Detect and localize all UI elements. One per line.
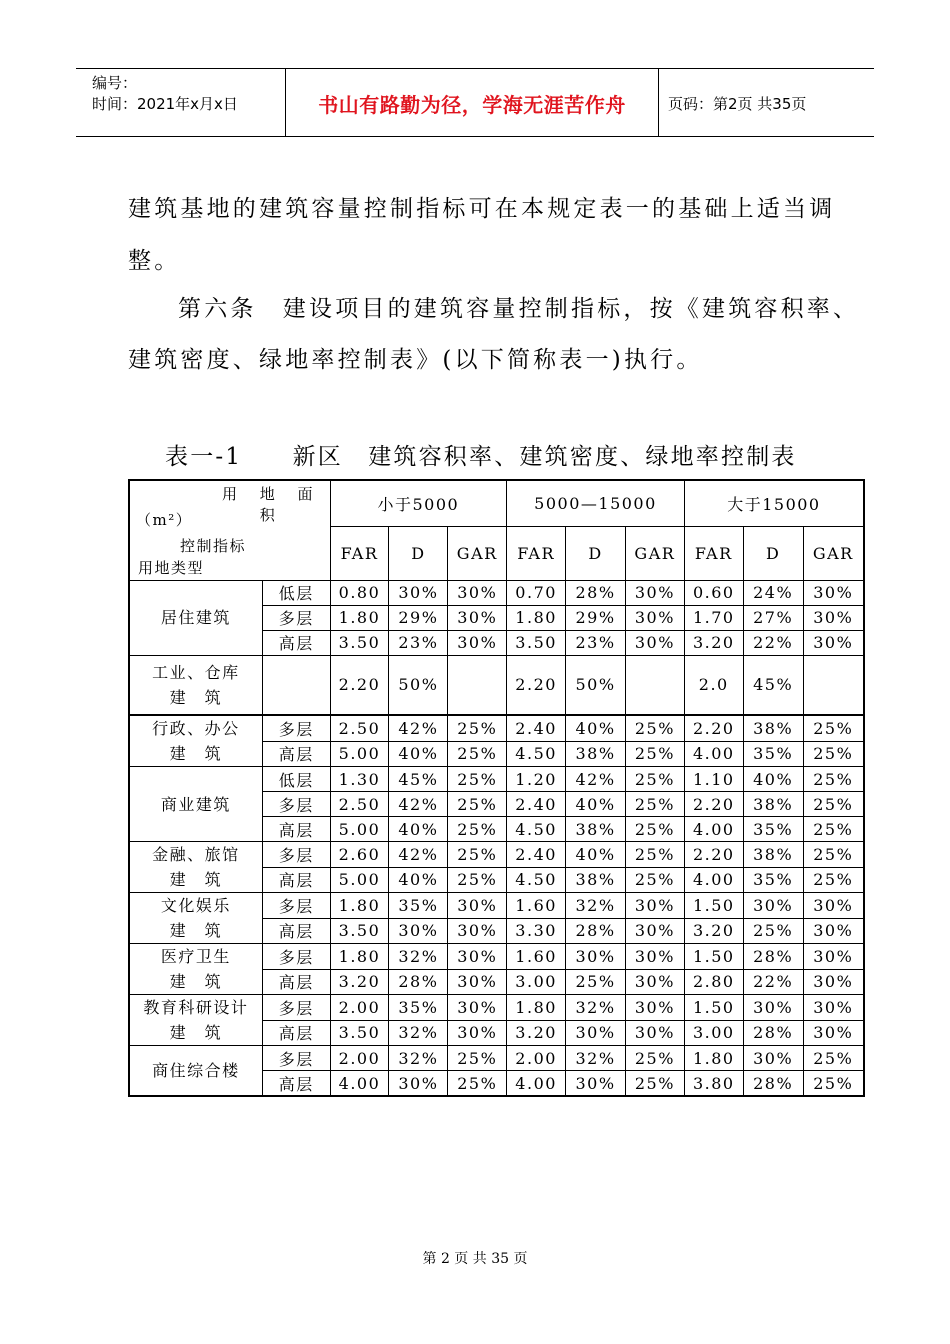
building-level-cell: 多层 [262,944,330,970]
value-cell: 2.60 [330,842,389,868]
building-level-cell: 低层 [262,580,330,605]
value-cell: 32% [389,1046,448,1071]
value-cell: 30% [625,630,684,655]
value-cell: 25% [803,767,864,792]
corner-type-label: 用地类型 [138,559,205,578]
value-cell: 25% [625,792,684,817]
body-paragraph-line: 建筑密度、绿地率控制表》(以下简称表一)执行。 [128,347,703,373]
value-cell: 30% [448,605,507,630]
building-level-cell: 低层 [262,767,330,792]
body-paragraph-line: 第六条 建设项目的建筑容量控制指标，按《建筑容积率、 [178,296,860,322]
value-cell: 25% [448,842,507,868]
value-cell: 38% [743,842,803,868]
value-cell: 40% [566,792,626,817]
building-level-cell: 高层 [262,918,330,944]
value-cell: 1.80 [330,605,389,630]
value-cell: 2.20 [330,655,389,715]
metric-header: GAR [448,526,507,580]
value-cell: 4.50 [507,741,566,767]
building-level-cell: 高层 [262,741,330,767]
value-cell: 1.60 [507,944,566,970]
value-cell: 42% [389,842,448,868]
table-caption: 表一-1 新区 建筑容积率、建筑密度、绿地率控制表 [165,444,797,470]
value-cell: 40% [566,715,626,741]
value-cell: 30% [448,580,507,605]
value-cell: 30% [389,918,448,944]
value-cell: 2.50 [330,792,389,817]
value-cell: 45% [743,655,803,715]
building-level-cell: 高层 [262,1020,330,1046]
value-cell: 3.50 [330,918,389,944]
value-cell: 38% [566,817,626,842]
value-cell: 2.20 [684,842,743,868]
value-cell: 4.00 [507,1071,566,1097]
value-cell: 2.40 [507,715,566,741]
header-number: 编号： [92,74,138,92]
area-group-header: 大于15000 [684,480,864,526]
value-cell: 28% [743,1071,803,1097]
value-cell: 32% [566,1046,626,1071]
value-cell: 38% [743,715,803,741]
value-cell: 30% [803,893,864,919]
value-cell: 30% [743,995,803,1021]
value-cell: 30% [625,580,684,605]
value-cell: 2.00 [507,1046,566,1071]
value-cell: 1.80 [330,893,389,919]
value-cell: 32% [566,995,626,1021]
value-cell: 38% [566,741,626,767]
value-cell: 30% [625,1020,684,1046]
value-cell: 23% [566,630,626,655]
page-footer: 第 2 页 共 35 页 [422,1251,528,1267]
value-cell: 25% [625,842,684,868]
value-cell: 25% [448,817,507,842]
building-level-cell: 多层 [262,893,330,919]
value-cell: 2.50 [330,715,389,741]
value-cell: 30% [625,944,684,970]
value-cell: 30% [743,1046,803,1071]
value-cell: 50% [389,655,448,715]
land-use-type-cell: 文化娱乐 建 筑 [129,893,262,944]
value-cell: 25% [448,1046,507,1071]
control-table [128,479,865,1097]
value-cell: 25% [625,1046,684,1071]
value-cell: 2.20 [684,715,743,741]
building-level-cell: 高层 [262,969,330,995]
building-level-cell: 高层 [262,630,330,655]
value-cell: 1.50 [684,944,743,970]
value-cell: 32% [389,944,448,970]
value-cell: 35% [389,893,448,919]
building-level-cell: 多层 [262,842,330,868]
header-meta [92,73,238,115]
value-cell: 40% [566,842,626,868]
header-page-number: 页码：第2页 共35页 [668,95,807,113]
value-cell: 1.50 [684,995,743,1021]
value-cell: 3.20 [330,969,389,995]
value-cell: 2.00 [330,1046,389,1071]
metric-header: D [566,526,626,580]
value-cell: 30% [803,580,864,605]
value-cell: 4.00 [684,867,743,893]
value-cell: 4.50 [507,867,566,893]
value-cell: 22% [743,630,803,655]
value-cell: 30% [448,630,507,655]
value-cell: 1.50 [684,893,743,919]
table-corner-cell [129,480,330,580]
area-group-header: 小于5000 [330,480,507,526]
value-cell: 40% [389,867,448,893]
metric-header: FAR [330,526,389,580]
value-cell: 30% [566,1071,626,1097]
table-row [129,944,864,970]
body-paragraph-line: 整。 [128,248,181,274]
value-cell: 35% [389,995,448,1021]
value-cell: 25% [448,792,507,817]
table-row [129,655,864,715]
land-use-type-cell: 金融、旅馆 建 筑 [129,842,262,893]
value-cell: 28% [743,944,803,970]
building-level-cell: 多层 [262,715,330,741]
table-row [129,715,864,741]
value-cell: 2.00 [330,995,389,1021]
value-cell: 28% [389,969,448,995]
building-level-cell: 高层 [262,817,330,842]
value-cell: 30% [389,580,448,605]
value-cell: 23% [389,630,448,655]
value-cell: 3.00 [507,969,566,995]
header-time: 时间：2021年x月x日 [92,95,238,113]
value-cell: 29% [389,605,448,630]
value-cell: 35% [743,867,803,893]
building-level-cell: 高层 [262,1071,330,1097]
value-cell: 32% [389,1020,448,1046]
value-cell: 1.60 [507,893,566,919]
value-cell: 2.20 [507,655,566,715]
value-cell: 25% [625,867,684,893]
value-cell: 42% [566,767,626,792]
value-cell: 30% [803,630,864,655]
value-cell: 32% [566,893,626,919]
value-cell: 28% [566,918,626,944]
value-cell: 25% [625,817,684,842]
value-cell: 1.80 [507,605,566,630]
value-cell: 25% [448,767,507,792]
value-cell: 30% [803,1020,864,1046]
value-cell: 2.20 [684,792,743,817]
building-level-cell: 多层 [262,1046,330,1071]
value-cell: 2.80 [684,969,743,995]
building-level-cell: 多层 [262,605,330,630]
value-cell: 25% [803,741,864,767]
land-use-type-cell: 医疗卫生 建 筑 [129,944,262,995]
value-cell: 1.80 [507,995,566,1021]
value-cell [625,655,684,715]
table-row [129,893,864,919]
land-use-type-cell: 居住建筑 [129,580,262,655]
land-use-type-cell: 行政、办公 建 筑 [129,715,262,767]
value-cell: 3.50 [507,630,566,655]
value-cell: 30% [448,944,507,970]
value-cell: 42% [389,792,448,817]
value-cell: 38% [566,867,626,893]
value-cell: 30% [803,969,864,995]
value-cell: 25% [625,715,684,741]
value-cell: 3.20 [507,1020,566,1046]
area-group-header: 5000—15000 [507,480,685,526]
value-cell: 25% [448,715,507,741]
value-cell: 50% [566,655,626,715]
value-cell: 40% [389,741,448,767]
value-cell: 30% [566,944,626,970]
value-cell: 29% [566,605,626,630]
value-cell: 25% [625,741,684,767]
value-cell: 0.80 [330,580,389,605]
value-cell: 3.20 [684,630,743,655]
value-cell: 25% [803,792,864,817]
value-cell: 30% [803,995,864,1021]
value-cell: 30% [803,944,864,970]
value-cell: 3.50 [330,1020,389,1046]
value-cell: 38% [743,792,803,817]
value-cell: 1.80 [330,944,389,970]
corner-unit-label: （m²） [136,511,193,530]
value-cell: 30% [625,893,684,919]
value-cell: 25% [803,1046,864,1071]
value-cell: 3.00 [684,1020,743,1046]
value-cell: 25% [448,1071,507,1097]
value-cell: 3.80 [684,1071,743,1097]
value-cell: 1.30 [330,767,389,792]
value-cell: 25% [566,969,626,995]
value-cell [448,655,507,715]
value-cell: 3.20 [684,918,743,944]
table-row [129,842,864,868]
metric-header: D [389,526,448,580]
building-level-cell: 多层 [262,995,330,1021]
body-paragraph-line: 建筑基地的建筑容量控制指标可在本规定表一的基础上适当调 [128,196,836,222]
value-cell: 25% [803,1071,864,1097]
value-cell: 40% [743,767,803,792]
value-cell: 25% [803,867,864,893]
page-header [76,68,874,137]
value-cell: 22% [743,969,803,995]
value-cell: 30% [625,918,684,944]
value-cell: 30% [803,605,864,630]
value-cell: 30% [803,918,864,944]
value-cell: 3.50 [330,630,389,655]
value-cell: 30% [743,893,803,919]
metric-header: GAR [625,526,684,580]
value-cell: 35% [743,741,803,767]
value-cell: 0.70 [507,580,566,605]
value-cell: 1.10 [684,767,743,792]
value-cell: 25% [625,767,684,792]
value-cell: 30% [448,995,507,1021]
value-cell: 40% [389,817,448,842]
metric-header: GAR [803,526,864,580]
value-cell: 28% [566,580,626,605]
value-cell: 28% [743,1020,803,1046]
metric-header: D [743,526,803,580]
table-row [129,995,864,1021]
value-cell: 27% [743,605,803,630]
corner-area-label: 用 地 面 积 [221,485,322,525]
value-cell: 25% [448,867,507,893]
value-cell: 25% [803,817,864,842]
value-cell: 45% [389,767,448,792]
land-use-type-cell: 商住综合楼 [129,1046,262,1097]
value-cell: 30% [389,1071,448,1097]
metric-header: FAR [507,526,566,580]
value-cell: 30% [625,995,684,1021]
value-cell: 30% [448,918,507,944]
value-cell: 2.40 [507,792,566,817]
value-cell [803,655,864,715]
header-divider [658,69,659,136]
value-cell: 30% [566,1020,626,1046]
header-motto: 书山有路勤为径，学海无涯苦作舟 [318,93,626,117]
value-cell: 4.00 [684,817,743,842]
value-cell: 25% [803,842,864,868]
value-cell: 24% [743,580,803,605]
value-cell: 30% [625,969,684,995]
value-cell: 25% [743,918,803,944]
land-use-type-cell: 商业建筑 [129,767,262,842]
value-cell: 25% [803,715,864,741]
value-cell: 4.00 [330,1071,389,1097]
table-row [129,1046,864,1071]
value-cell: 30% [448,1020,507,1046]
value-cell: 5.00 [330,867,389,893]
value-cell: 25% [625,1071,684,1097]
building-level-cell [262,655,330,715]
value-cell: 5.00 [330,817,389,842]
value-cell: 1.70 [684,605,743,630]
value-cell: 3.30 [507,918,566,944]
value-cell: 4.50 [507,817,566,842]
land-use-type-cell: 工业、仓库 建 筑 [129,655,262,715]
metric-header: FAR [684,526,743,580]
value-cell: 1.20 [507,767,566,792]
value-cell: 25% [448,741,507,767]
value-cell: 5.00 [330,741,389,767]
table-row [129,767,864,792]
value-cell: 35% [743,817,803,842]
corner-index-label: 控制指标 [180,537,247,556]
land-use-type-cell: 教育科研设计 建 筑 [129,995,262,1046]
value-cell: 30% [448,969,507,995]
value-cell: 4.00 [684,741,743,767]
value-cell: 1.80 [684,1046,743,1071]
value-cell: 30% [448,893,507,919]
value-cell: 30% [625,605,684,630]
building-level-cell: 高层 [262,867,330,893]
table-row [129,580,864,605]
value-cell: 42% [389,715,448,741]
value-cell: 0.60 [684,580,743,605]
building-level-cell: 多层 [262,792,330,817]
value-cell: 2.0 [684,655,743,715]
value-cell: 2.40 [507,842,566,868]
